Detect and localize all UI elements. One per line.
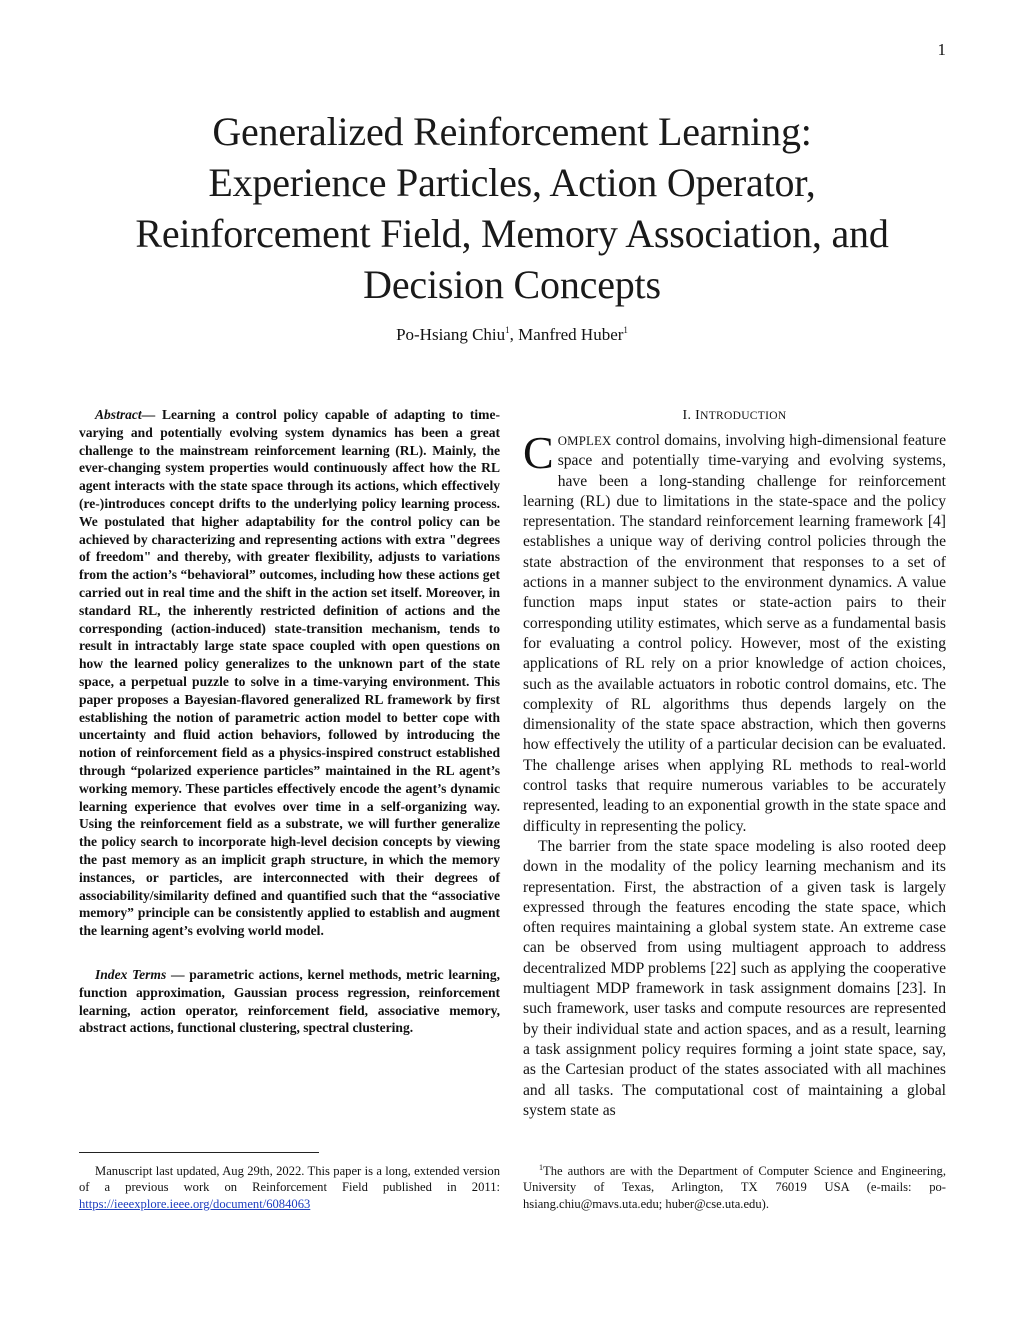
title-line: Experience Particles, Action Operator, xyxy=(208,160,816,205)
paragraph: The barrier from the state space modeling is also rooted deep down in the modality of the policy learning mechanism and its representation. First, the abstraction of a given task is largely expressed through the features encoding the state space, which often requires maintaining a global system state. An extreme case can be observed from using multiagent approach to address decentralized MDP problems [22] such as applying the cooperative multiagent MDP framework in task assignment domains [23]. In such framework, user tasks and compute resources are represented by their individual state and action spaces, and as a result, learning a task assignment policy requires forming a joint state space, say, as the Cartesian product of the states associated with all machines and all tasks. The computational cost of maintaining a global system state as xyxy=(523,837,946,1119)
first-word: OMPLEX xyxy=(557,434,612,448)
section-heading-rest: NTRODUCTION xyxy=(700,410,787,422)
index-terms-text: parametric actions, kernel methods, metric learning, function approximation, Gaussian process regression, reinforcement learning, action operator, reinforcement field, associative memory, abstract actions, functional clustering, spectral clustering. xyxy=(79,966,500,1036)
title-line: Generalized Reinforcement Learning: xyxy=(212,109,812,154)
paragraph xyxy=(523,427,946,837)
footnote-text: The authors are with the Department of Computer Science and Engineering, University of Texas, Arlington, TX 76019 USA (e-mails: po-hsiang.chiu@mavs.uta.edu; huber@cse.uta.edu). xyxy=(523,1164,946,1211)
author-name: Manfred Huber xyxy=(518,325,624,344)
page-number: 1 xyxy=(937,40,946,59)
ieee-link[interactable]: https://ieeexplore.ieee.org/document/6084063 xyxy=(79,1196,311,1211)
index-terms-dash: — xyxy=(166,966,190,982)
introduction-body xyxy=(523,427,946,1121)
index-terms-label: Index Terms xyxy=(95,966,167,982)
footnote-text: Manuscript last updated, Aug 29th, 2022. This paper is a long, extended version of a previous work on Reinforcement Field published in 2011: xyxy=(79,1164,500,1195)
abstract-text: Learning a control policy capable of adapting to time-varying and potentially evolving system dynamics has been a great challenge to the mainstream reinforcement learning (RL). Mainly, the ever-changing system properties would continuously affect how the RL agent interacts with the state space through its actions, which effectively (re-)introduces concept drifts to the underlying policy learning process. We postulated that higher adaptability for the control policy can be achieved by characterizing and representing actions with extra "degrees of freedom" and thereby, with greater flexibility, adjusts to variations from the action’s “behavioral” outcomes, including how these actions get carried out in real time and the shift in the action set itself. Moreover, in standard RL, the inherently restricted definition of actions and the corresponding (action-induced) state-transition mechanism, tends to result in intractably large state space coupled with open questions on how the learned policy generalizes to the unknown part of the state space, a perpetual puzzle to solve in a time-varying environment. This paper proposes a Bayesian-flavored generalized RL framework by first establishing the notion of parametric action model to better cope with uncertainty and fluid action behaviors, followed by introducing the notion of reinforcement field as a physics-inspired construct established through “polarized experience particles” maintained in the RL agent’s working memory. These particles effectively encode the agent’s dynamic learning experience that evolves over time in a self-organizing way. Using the reinforcement field as a substrate, we will further generalize the policy search to incorporate high-level decision concepts by viewing the past memory as an implicit graph structure, in which the memory instances, or particles, are interconnected with their degrees of associability/similarity defined and quantified such that the “associative memory” principle can be consistently applied to establish and augment the learning agent’s evolving world model. xyxy=(79,407,500,939)
section-numeral: I. xyxy=(682,408,692,423)
title-line: Reinforcement Field, Memory Association, and xyxy=(135,211,889,256)
affiliation-mark: 1 xyxy=(505,325,510,335)
section-heading-initial: I xyxy=(695,408,701,423)
title-line: Decision Concepts xyxy=(363,262,661,307)
footnote-manuscript xyxy=(79,1163,500,1212)
section-heading-introduction xyxy=(523,406,946,426)
abstract-dash: — xyxy=(141,407,162,422)
abstract xyxy=(79,406,500,940)
drop-cap: C xyxy=(523,427,554,478)
index-terms xyxy=(79,966,500,1037)
author-name: Po-Hsiang Chiu xyxy=(396,325,506,344)
paper-title xyxy=(80,106,944,310)
right-column xyxy=(523,406,946,1121)
paragraph-text: control domains, involving high-dimensional feature space and potentially time-varying and evolving systems, have been a long-standing challenge for reinforcement learning (RL) due to limitations in the state-space and the policy representation. The standard reinforcement learning framework [4] establishes a unique way of deriving control policies through the state abstraction of the environment that responses to a set of actions in a manner subject to the environment dynamics. A value function maps input states or state-action pairs to their corresponding utility estimates, which serve as a fundamental basis for evaluating a control policy. However, most of the existing applications of RL rely on a prior knowledge of action choices, such as the available actuators in robotic control domains, etc. The complexity of RL algorithms thus depends largely on the dimensionality of the state space abstraction, which then governs how effectively the utility of a particular decision can be evaluated. The challenge arises when applying RL methods to real-world control tasks that require numerous variables to be accurately represented, leading to an exponential growth in the state space and difficulty in representing the policy. xyxy=(523,432,946,835)
affiliation-mark: 1 xyxy=(623,325,628,335)
left-column xyxy=(79,406,500,1037)
author-list xyxy=(80,324,944,346)
abstract-label: Abstract xyxy=(95,407,142,422)
footnote-divider xyxy=(79,1152,319,1153)
author-separator: , xyxy=(509,325,519,344)
footnote-affiliation xyxy=(523,1163,946,1212)
footnote-mark: 1 xyxy=(539,1163,543,1172)
